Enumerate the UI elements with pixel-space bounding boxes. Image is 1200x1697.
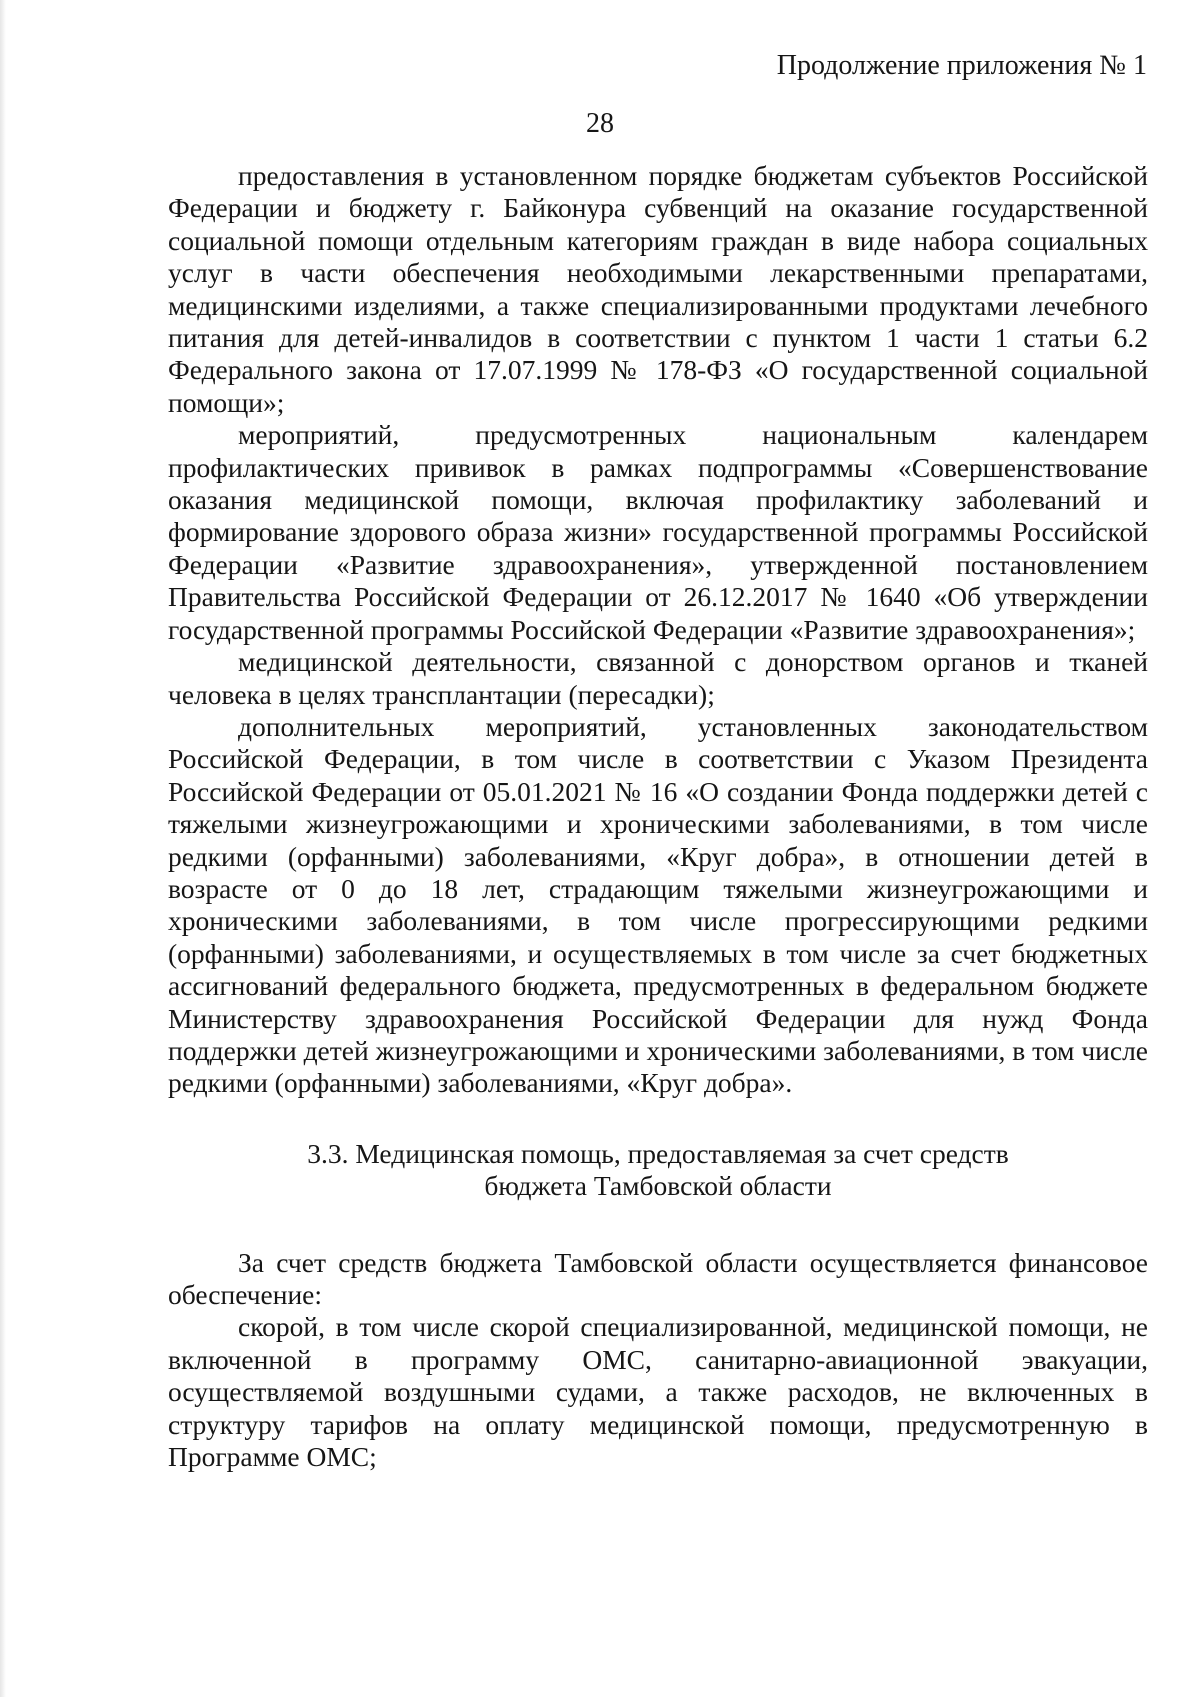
page-number: 28: [586, 108, 614, 139]
appendix-continuation-note: Продолжение приложения № 1: [776, 50, 1147, 81]
paragraph-subventions: предоставления в установленном порядке бюджетам субъектов Российской Федерации и бюджету г. Байконура субвенций на оказание государственной социальной помощи отдельным категориям граждан в виде набора социальных услуг в части обеспечения необходимыми лекарственными препаратами, медицинскими изделиями, а также специализированными продуктами лечебного питания для детей-инвалидов в соответствии с пунктом 1 части 1 статьи 6.2 Федерального закона от 17.07.1999 № 178-ФЗ «О государственной социальной помощи»;: [168, 160, 1148, 418]
section-heading-3-3: [168, 1138, 1148, 1203]
section-heading-line-1: 3.3. Медицинская помощь, предоставляемая за счет средств: [307, 1137, 1009, 1169]
section-heading-line-2: бюджета Тамбовской области: [484, 1170, 832, 1202]
document-body: [168, 160, 1148, 1473]
paragraph-emergency-care: скорой, в том числе скорой специализированной, медицинской помощи, не включенной в программу ОМС, санитарно-авиационной эвакуации, осуществляемой воздушными судами, а также расходов, не включенных в структуру тарифов на оплату медицинской помощи, предусмотренную в Программе ОМС;: [168, 1311, 1148, 1473]
paragraph-vaccination-calendar: мероприятий, предусмотренных национальным календарем профилактических прививок в рамках подпрограммы «Совершенствование оказания медицинской помощи, включая профилактику заболеваний и формирование здорового образа жизни» государственной программы Российской Федерации «Развитие здравоохранения», утвержденной постановлением Правительства Российской Федерации от 26.12.2017 № 1640 «Об утверждении государственной программы Российской Федерации «Развитие здравоохранения»;: [168, 419, 1148, 645]
scan-edge-shadow: [0, 0, 6, 1697]
paragraph-additional-measures: дополнительных мероприятий, установленных законодательством Российской Федерации, в том числе в соответствии с Указом Президента Российской Федерации от 05.01.2021 № 16 «О создании Фонда поддержки детей с тяжелыми жизнеугрожающими и хроническими заболеваниями, в том числе редкими (орфанными) заболеваниями, «Круг добра», в отношении детей в возрасте от 0 до 18 лет, страдающим тяжелыми жизнеугрожающими и хроническими заболеваниями, в том числе прогрессирующими редкими (орфанными) заболеваниями, и осуществляемых в том числе за счет бюджетных ассигнований федерального бюджета, предусмотренных в федеральном бюджете Министерству здравоохранения Российской Федерации для нужд Фонда поддержки детей жизнеугрожающими и хроническими заболеваниями, в том числе редкими (орфанными) заболеваниями, «Круг добра».: [168, 710, 1149, 1099]
paragraph-organ-donation: медицинской деятельности, связанной с донорством органов и тканей человека в целях трансплантации (пересадки);: [168, 646, 1148, 710]
paragraph-regional-budget-intro: За счет средств бюджета Тамбовской области осуществляется финансовое обеспечение:: [168, 1246, 1148, 1310]
